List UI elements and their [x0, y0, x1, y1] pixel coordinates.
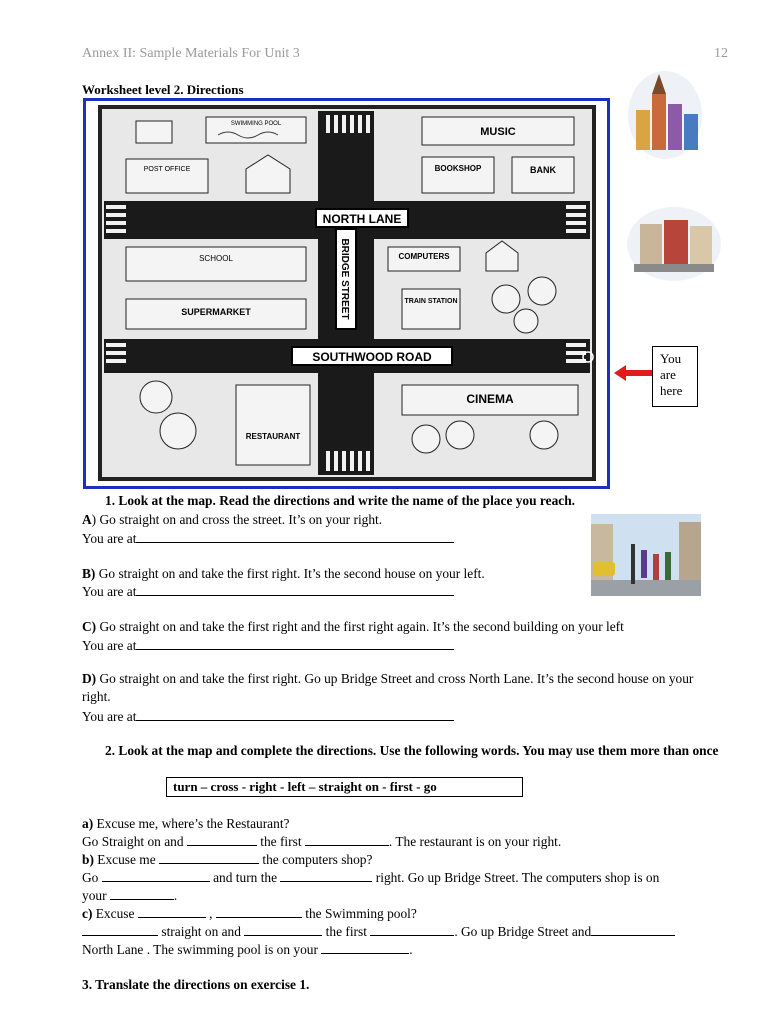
answer-prefix: You are at — [82, 709, 137, 724]
north-lane-label: NORTH LANE — [322, 212, 402, 226]
tree — [412, 425, 440, 453]
music-label: MUSIC — [480, 126, 516, 138]
exercise2-title: 2. Look at the map and complete the directions. Use the following words. You may use them more than once — [105, 743, 719, 758]
blank[interactable] — [159, 850, 259, 864]
tree — [446, 421, 474, 449]
item-letter: c) — [82, 906, 93, 921]
text: . The restaurant is on your right. — [388, 834, 562, 849]
tree — [492, 285, 520, 313]
text: Excuse — [92, 906, 135, 921]
swimming-pool-label: SWIMMING POOL — [230, 121, 282, 127]
text: . Go up Bridge Street and — [454, 924, 592, 939]
exercise2-b-question — [82, 850, 372, 869]
exercise1-item-d — [82, 670, 712, 706]
question-text: Excuse me, where’s the Restaurant? — [93, 816, 290, 831]
text: Excuse me — [93, 852, 156, 867]
street-illustration — [626, 206, 722, 282]
text: . — [409, 942, 413, 957]
post-office-label: POST OFFICE — [143, 166, 191, 173]
item-letter: A — [82, 512, 92, 527]
text: the Swimming pool? — [305, 906, 417, 921]
blank[interactable] — [216, 904, 302, 918]
restaurant-label: RESTAURANT — [245, 432, 301, 441]
text: the first — [260, 834, 302, 849]
blank[interactable] — [187, 832, 257, 846]
arrow-left-icon — [614, 364, 654, 382]
item-text: Go straight on and take the first right. It’s the second house on your left. — [95, 566, 485, 581]
answer-line-a — [82, 529, 454, 548]
town-map — [83, 98, 610, 489]
bridge-street-label: BRIDGE STREET — [339, 238, 350, 320]
blank[interactable] — [110, 886, 174, 900]
pedestrians-illustration — [591, 514, 701, 596]
exercise1-item-b — [82, 565, 485, 583]
item-letter: b) — [82, 852, 94, 867]
text: Go — [82, 870, 99, 885]
bookshop-building — [422, 157, 494, 193]
tree — [530, 421, 558, 449]
header-title: Annex II: Sample Materials For Unit 3 — [82, 46, 300, 61]
answer-blank[interactable] — [136, 529, 454, 543]
word-box: turn – cross - right - left – straight on - first - go — [166, 777, 523, 797]
you-are-here-box: You are here — [652, 346, 698, 407]
bank-label: BANK — [530, 165, 556, 175]
item-letter: C) — [82, 619, 97, 634]
school-building — [126, 247, 306, 281]
text: right. Go up Bridge Street. The computers shop is on — [375, 870, 660, 885]
item-text: Go straight on and take the first right. Go up Bridge Street and cross North Lane. It’s the second house on your right. — [82, 671, 694, 704]
supermarket-label: SUPERMARKET — [181, 307, 251, 317]
text: your — [82, 888, 107, 903]
tree — [528, 277, 556, 305]
answer-blank[interactable] — [136, 636, 454, 650]
bookshop-label: BOOKSHOP — [434, 164, 482, 173]
cinema-label: CINEMA — [466, 392, 514, 406]
text: the first — [325, 924, 367, 939]
answer-prefix: You are at — [82, 638, 137, 653]
answer-prefix: You are at — [82, 531, 137, 546]
exercise2-b-line — [82, 868, 659, 887]
exercise2-a-question — [82, 815, 289, 833]
tree — [140, 381, 172, 413]
item-text: ) Go straight on and cross the street. It’s on your right. — [91, 512, 383, 527]
blank[interactable] — [305, 832, 389, 846]
blank[interactable] — [370, 922, 454, 936]
exercise1-item-a — [82, 511, 382, 529]
exercise2-b-line2 — [82, 886, 177, 905]
bank-building — [512, 157, 574, 193]
text: Go Straight on and — [82, 834, 184, 849]
train-station-label: TRAIN STATION — [404, 298, 458, 305]
item-letter: D) — [82, 671, 97, 686]
computers-label: COMPUTERS — [398, 252, 450, 261]
exercise3-title: 3. Translate the directions on exercise 1. — [82, 977, 310, 992]
town-map-drawing — [86, 101, 607, 486]
text: straight on and — [161, 924, 241, 939]
small-house — [136, 121, 172, 143]
blank[interactable] — [138, 904, 206, 918]
exercise2-c-line — [82, 922, 675, 941]
text: . — [173, 888, 178, 903]
answer-blank[interactable] — [136, 707, 454, 721]
item-text: Go straight on and take the first right and the first right again. It’s the second building on your left — [96, 619, 624, 634]
exercise2-c-question — [82, 904, 417, 923]
worksheet-title: Worksheet level 2. Directions — [82, 82, 244, 97]
page-number: 12 — [714, 46, 728, 61]
blank[interactable] — [280, 868, 372, 882]
post-office-building — [126, 159, 208, 193]
text: North Lane . The swimming pool is on your — [82, 942, 318, 957]
answer-line-b — [82, 582, 454, 601]
blank[interactable] — [591, 922, 675, 936]
text: and turn the — [213, 870, 278, 885]
exercise1-title: 1. Look at the map. Read the directions and write the name of the place you reach. — [105, 493, 576, 508]
answer-line-c — [82, 636, 454, 655]
train-station-building — [402, 289, 460, 329]
town-illustration — [626, 70, 704, 160]
text: , — [209, 906, 213, 921]
item-letter: a) — [82, 816, 94, 831]
tree — [160, 413, 196, 449]
southwood-road-label: SOUTHWOOD ROAD — [312, 350, 432, 364]
exercise1-item-c — [82, 618, 624, 636]
blank[interactable] — [321, 940, 409, 954]
text: the computers shop? — [262, 852, 373, 867]
tree — [514, 309, 538, 333]
exercise2-c-line2 — [82, 940, 413, 959]
exercise2-a-line — [82, 832, 561, 851]
school-label: SCHOOL — [199, 254, 233, 263]
answer-prefix: You are at — [82, 584, 137, 599]
answer-line-d — [82, 707, 454, 726]
blank[interactable] — [244, 922, 322, 936]
restaurant-building — [236, 385, 310, 465]
blank[interactable] — [102, 868, 210, 882]
item-letter: B) — [82, 566, 96, 581]
answer-blank[interactable] — [136, 582, 454, 596]
blank[interactable] — [82, 922, 158, 936]
